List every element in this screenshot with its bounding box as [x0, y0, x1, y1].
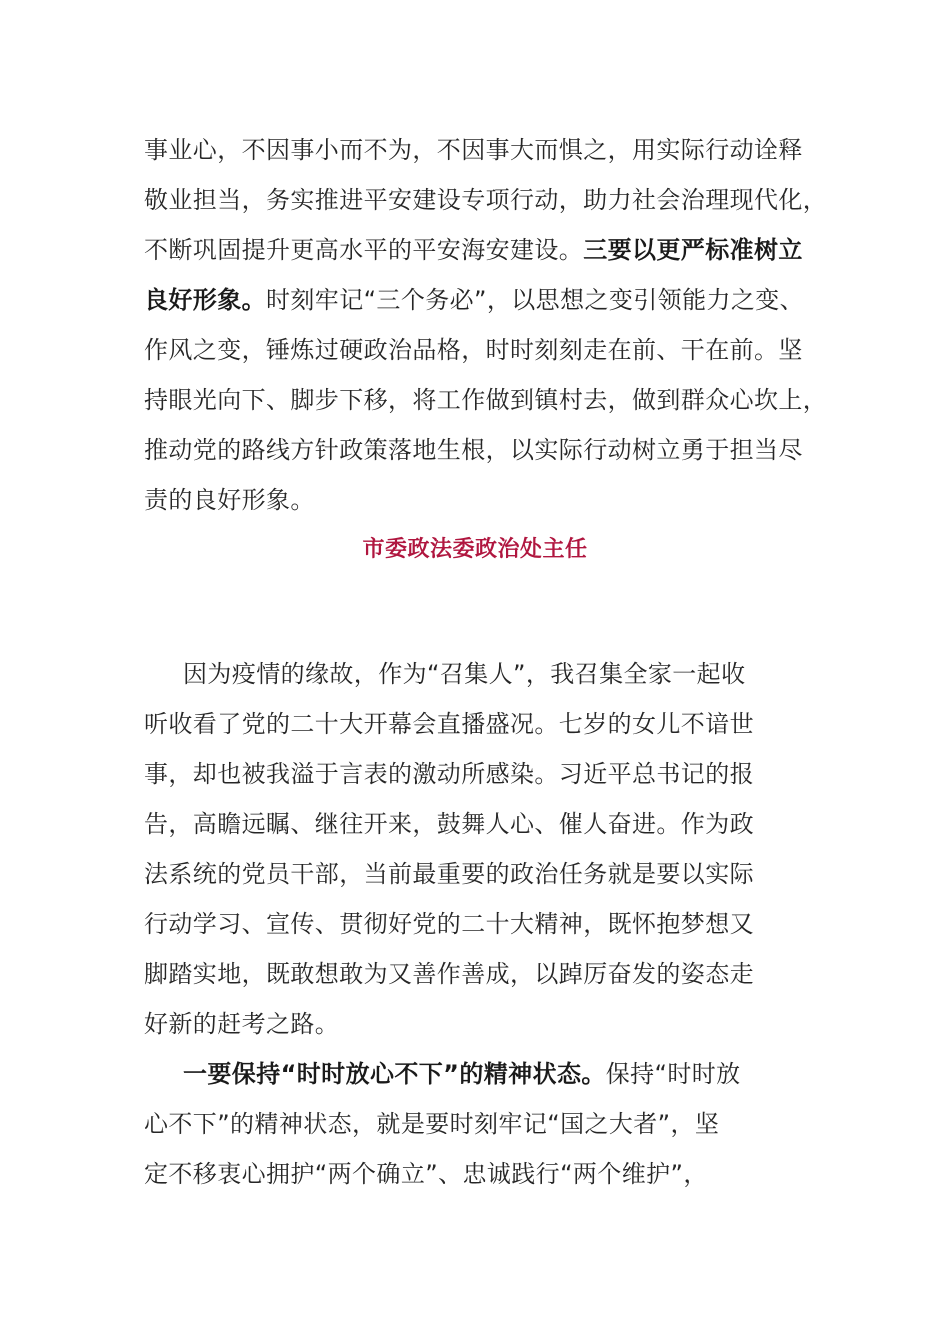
text-run: 时刻牢记“三个务必”，以思想之变引领能力之变、 — [266, 286, 805, 314]
text-line: 脚踏实地，既敢想敢为又善作善成，以踔厉奋发的姿态走 — [144, 960, 754, 988]
text-line — [183, 1058, 741, 1090]
text-run: 不断巩固提升更高水平的平安海安建设。 — [144, 236, 584, 264]
text-line: 事业心，不因事小而不为，不因事大而惧之，用实际行动诠释 — [144, 136, 803, 164]
text-line: 持眼光向下、脚步下移，将工作做到镇村去，做到群众心坎上， — [144, 386, 828, 414]
text-line: 听收看了党的二十大开幕会直播盛况。七岁的女儿不谙世 — [144, 710, 754, 738]
section-heading: 市委政法委政治处主任 — [362, 537, 588, 562]
text-line: 定不移衷心拥护“两个确立”、忠诚践行“两个维护”， — [144, 1160, 708, 1188]
text-line: 好新的赶考之路。 — [144, 1010, 340, 1038]
text-line: 事，却也被我溢于言表的激动所感染。习近平总书记的报 — [144, 760, 754, 788]
text-line: 敬业担当，务实推进平安建设专项行动，助力社会治理现代化， — [144, 186, 828, 214]
text-run: 保持“时时放 — [605, 1060, 741, 1088]
text-line: 行动学习、宣传、贯彻好党的二十大精神，既怀抱梦想又 — [144, 910, 754, 938]
text-line: 法系统的党员干部，当前最重要的政治任务就是要以实际 — [144, 860, 754, 888]
text-line: 责的良好形象。 — [144, 486, 315, 514]
bold-lead-phrase: 一要保持“时时放心不下”的精神状态。 — [183, 1060, 606, 1088]
bold-lead-phrase: 三要以更严标准树立 — [583, 236, 803, 264]
text-line: 推动党的路线方针政策落地生根，以实际行动树立勇于担当尽 — [144, 436, 803, 464]
bold-lead-phrase: 良好形象。 — [144, 286, 266, 314]
text-line: 因为疫情的缘故，作为“召集人”，我召集全家一起收 — [183, 660, 746, 688]
text-line — [144, 234, 803, 266]
text-line: 心不下”的精神状态，就是要时刻牢记“国之大者”，坚 — [144, 1110, 720, 1138]
text-line: 作风之变，锤炼过硬政治品格，时时刻刻走在前、干在前。坚 — [144, 336, 803, 364]
text-line: 告，高瞻远瞩、继往开来，鼓舞人心、催人奋进。作为政 — [144, 810, 754, 838]
text-line — [144, 284, 804, 316]
